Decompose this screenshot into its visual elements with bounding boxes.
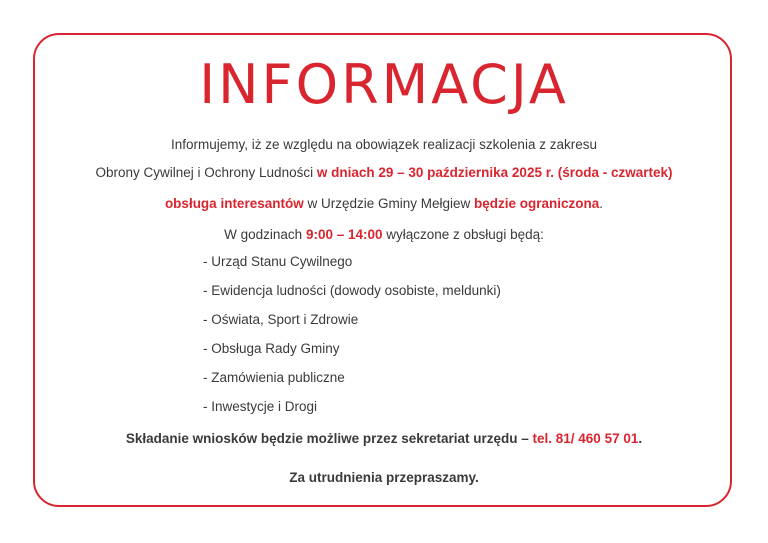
topic-date-line: [0, 164, 768, 182]
limited-text: będzie ograniczona: [474, 196, 600, 211]
hours-prefix: W godzinach: [224, 227, 306, 242]
apology-text: Za utrudnienia przepraszamy.: [289, 470, 479, 485]
contact-line: [0, 430, 768, 448]
service-limit-line: [0, 195, 768, 213]
hours-suffix: wyłączone z obsługi będą:: [382, 227, 544, 242]
intro-line: Informujemy, iż ze względu na obowiązek realizacji szkolenia z zakresu: [171, 137, 597, 152]
contact-text: Składanie wniosków będzie możliwe przez sekretariat urzędu –: [125, 431, 533, 446]
apology-line: [0, 469, 768, 487]
service-text: obsługa interesantów: [164, 196, 304, 211]
list-item: - Obsługa Rady Gminy: [203, 341, 340, 356]
notice-title: INFORMACJA: [199, 53, 569, 116]
topic-text: Obrony Cywilnej i Ochrony Ludności: [95, 165, 317, 180]
hours-line: [0, 226, 768, 244]
hours-range: 9:00 – 14:00: [305, 227, 383, 242]
contact-period: .: [638, 431, 643, 446]
date-text: w dniach 29 – 30 października 2025 r. (środa - czwartek): [316, 165, 673, 180]
office-text: w Urzędzie Gminy Mełgiew: [303, 196, 475, 211]
phone-number: tel. 81/ 460 57 01: [532, 431, 639, 446]
period-text: .: [599, 196, 604, 211]
list-item: - Zamówienia publiczne: [203, 370, 345, 385]
list-item: - Oświata, Sport i Zdrowie: [203, 312, 359, 327]
list-item: - Urząd Stanu Cywilnego: [203, 254, 353, 269]
list-item: - Ewidencja ludności (dowody osobiste, meldunki): [203, 283, 501, 298]
list-item: - Inwestycje i Drogi: [203, 399, 318, 414]
